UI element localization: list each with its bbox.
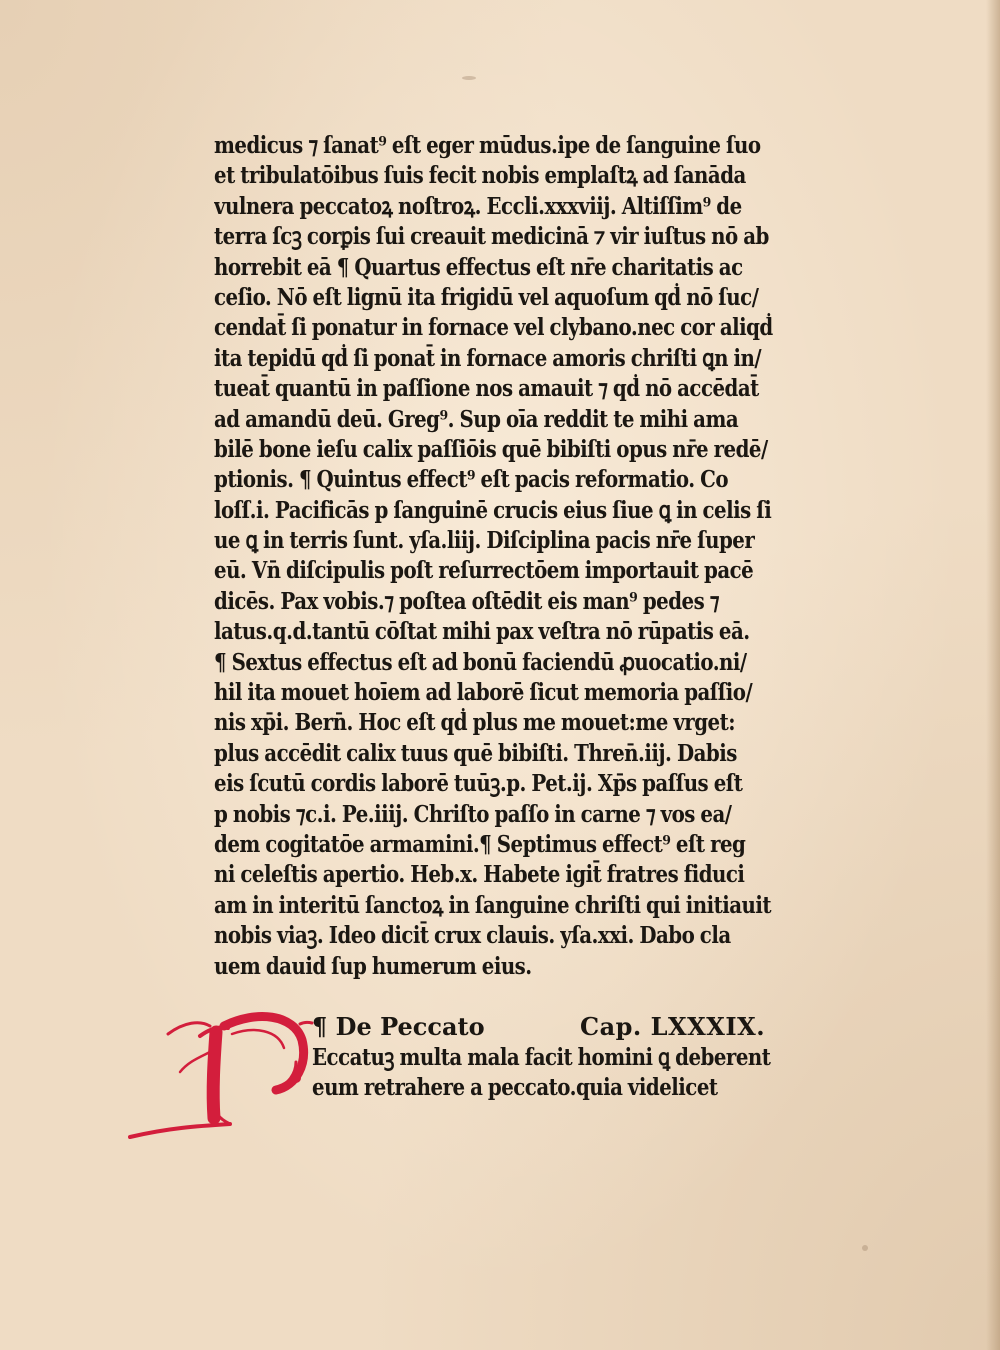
- main-text-block: [214, 131, 884, 982]
- paper-spot: [862, 1245, 868, 1251]
- text-line: p nobis ⁊c.i. Pe.iiij. Chriſto paſſo in carne ⁊ vos ea/: [214, 800, 732, 828]
- text-line: ita tepidū qḋ ſi ponat̄ in fornace amoris chriſti ꝗn in/: [214, 344, 762, 372]
- text-line: latus.q.d.tantū cōſtat mihi pax veſtra nō rūpatis eā.: [214, 618, 750, 646]
- text-line: et tribulatōibus ſuis fecit nobis emplaſtꝝ ad ſanāda: [214, 162, 746, 190]
- chapter-title: ¶ De Peccato: [312, 1012, 485, 1041]
- text-line: ad amandū deū. Greg⁹. Sup oīa reddit te mihi ama: [214, 405, 739, 433]
- text-line: tueat̄ quantū in paſſione nos amauit ⁊ qḋ nō accēdat̄: [214, 375, 759, 403]
- text-line: dem cogitatōe armamini.¶ Septimus effect⁹ eſt reg: [214, 830, 746, 858]
- paper-spot: [462, 76, 476, 80]
- text-line: nobis viaꝫ. Ideo dicit̄ crux clauis. yſa.xxi. Dabo cla: [214, 922, 731, 950]
- text-line: ue ꝗ in terris ſunt. yſa.liij. Diſciplina pacis nr̄e ſuper: [214, 527, 755, 555]
- text-line: dicēs. Pax vobis.⁊ poſtea oſtēdit eis man⁹ pedes ⁊: [214, 587, 720, 615]
- text-line: nis xp̄i. Bern̄. Hoc eſt qḋ plus me mouet:me vrget:: [214, 709, 736, 737]
- text-line: horrebit eā ¶ Quartus effectus eſt nr̄e charitatis ac: [214, 253, 743, 281]
- text-line: uem dauid ſup humerum eius.: [214, 952, 532, 980]
- text-line: eis ſcutū cordis laborē tuūꝫ.p. Pet.ij. Xp̄s paſſus eſt: [214, 770, 743, 798]
- text-line: eum retrahere a peccato.quia videlicet: [312, 1074, 718, 1102]
- chapter-text-block: [312, 1043, 902, 1104]
- text-line: hil ita mouet hoīem ad laborē ſicut memoria paſſio/: [214, 679, 753, 707]
- chapter-heading: [312, 1012, 872, 1042]
- text-line: loſſ.i. Pacificās p ſanguinē crucis eius ſiue ꝗ in celis ſi: [214, 496, 772, 524]
- text-line: ptionis. ¶ Quintus effect⁹ eſt pacis reformatio. Co: [214, 466, 729, 494]
- text-line: vulnera peccatoꝝ noſtroꝝ. Eccli.xxxviij. Altiſſim⁹ de: [214, 192, 742, 220]
- text-line: eū. Vn̄ diſcipulis poſt reſurrectōem importauit pacē: [214, 557, 754, 585]
- text-line: Eccatuꝫ multa mala facit homini ꝗ deberent: [312, 1044, 771, 1071]
- text-line: cendat̄ ſi ponatur in fornace vel clybano.nec cor aliqḋ: [214, 314, 773, 342]
- text-line: medicus ⁊ ſanat⁹ eſt eger mūdus.ipe de ſanguine ſuo: [214, 132, 761, 159]
- text-line: ceſio. Nō eſt lignū ita frigidū vel aquoſum qḋ nō ſuc/: [214, 283, 759, 311]
- chapter-number: Cap. LXXXIX.: [580, 1012, 766, 1041]
- text-line: bilē bone ieſu calix paſſiōis quē bibiſti opus nr̄e redē/: [214, 435, 768, 463]
- text-line: terra ſcꝫ corꝑis ſui creauit medicinā ⁊ vir iuſtus nō ab: [214, 223, 769, 251]
- text-line: plus accēdit calix tuus quē bibiſti. Thren̄.iij. Dabis: [214, 739, 737, 767]
- rubricated-initial-p: [128, 1000, 328, 1150]
- text-line: am in interitū ſanctoꝝ in ſanguine chriſti qui initiauit: [214, 891, 771, 919]
- initial-dot: [291, 1073, 301, 1083]
- page-edge-shadow: [986, 0, 1000, 1350]
- text-line: ni celeſtis apertio. Heb.x. Habete igit̄ fratres fiduci: [214, 861, 745, 889]
- red-initial-letter-graphic: [128, 1000, 328, 1150]
- text-line: ¶ Sextus effectus eſt ad bonū faciendū ꝓuocatio.ni/: [214, 648, 747, 676]
